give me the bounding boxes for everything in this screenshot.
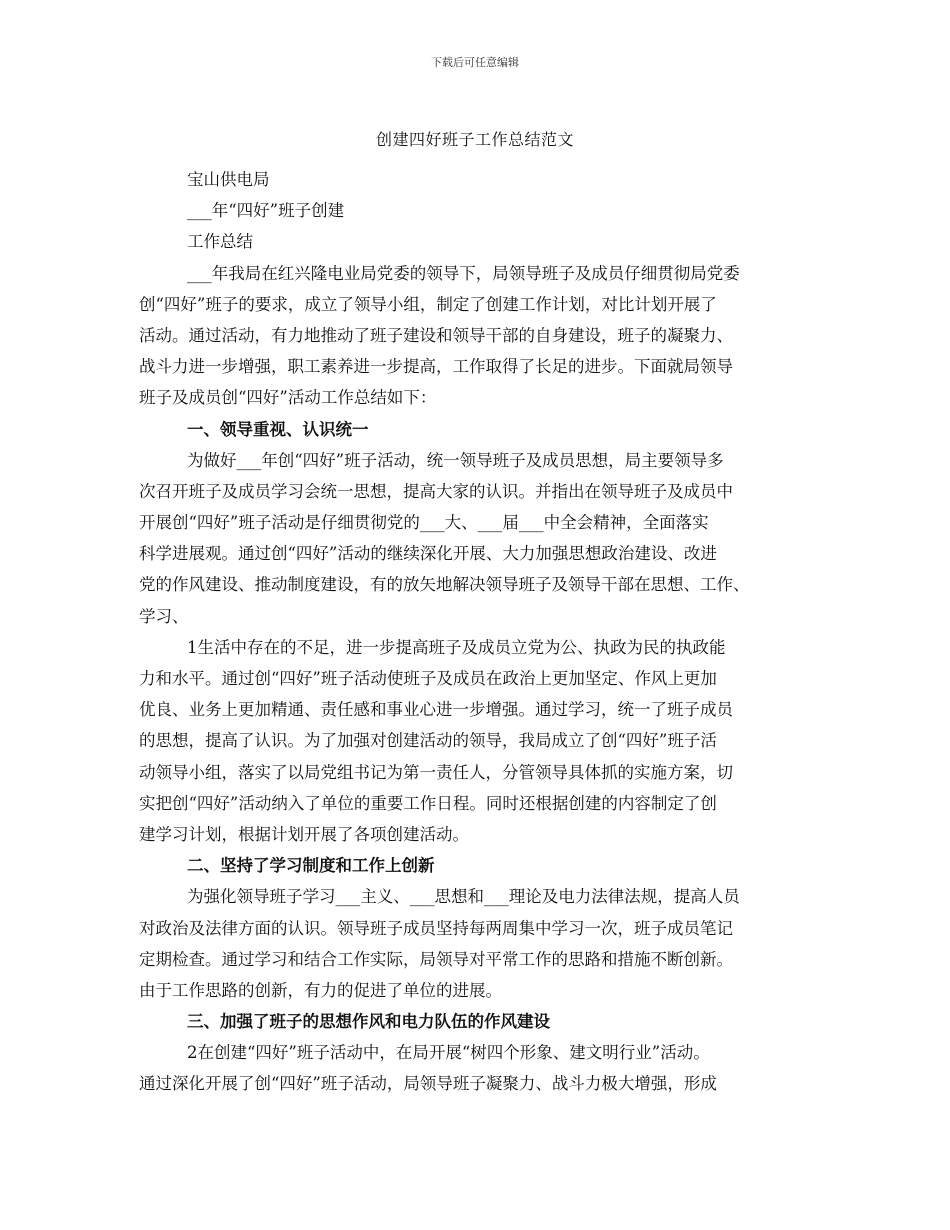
section-heading: 一、领导重视、认识统一: [187, 419, 369, 439]
body-text-line: 宝山供电局: [187, 170, 270, 189]
body-text-line: 工作总结: [187, 232, 253, 252]
body-text-line: 学习、: [139, 606, 189, 626]
body-text-line: 次召开班子及成员学习会统一思想，提高大家的认识。并指出在领导班子及成员中: [139, 481, 733, 501]
body-text-line: 开展创“四好”班子活动是仔细贯彻党的___大、___届___中全会精神，全面落实: [139, 513, 709, 533]
body-text-line: 定期检查。通过学习和结合工作实际，局领导对平常工作的思路和措施不断创新。: [139, 949, 733, 969]
body-text-line: 的思想，提高了认识。为了加强对创建活动的领导，我局成立了创“四好”班子活: [139, 731, 717, 751]
body-text-line: 战斗力进一步增强，职工素养进一步提高，工作取得了长足的进步。下面就局领导: [139, 357, 733, 377]
body-text-line: 活动。通过活动，有力地推动了班子建设和领导干部的自身建设，班子的凝聚力、: [139, 325, 733, 345]
body-text-line: 通过深化开展了创“四好”班子活动，局领导班子凝聚力、战斗力极大增强，形成: [139, 1074, 717, 1094]
body-text-line: 力和水平。通过创“四好”班子活动使班子及成员在政治上更加坚定、作风上更加: [139, 669, 717, 688]
body-text-line: 2在创建“四好”班子活动中，在局开展“树四个形象、建文明行业”活动。: [187, 1043, 710, 1063]
body-text-line: 为强化领导班子学习___主义、___思想和___理论及电力法律法规，提高人员: [187, 887, 740, 907]
body-text-line: 党的作风建设、推动制度建设，有的放矢地解决领导班子及领导干部在思想、工作、: [139, 575, 750, 595]
body-text-line: 科学进展观。通过创“四好”活动的继续深化开展、大力加强思想政治建设、改进: [139, 544, 717, 564]
body-text-line: ___年我局在红兴隆电业局党委的领导下，局领导班子及成员仔细贯彻局党委: [187, 263, 740, 283]
document-title: 创建四好班子工作总结范文: [375, 130, 574, 149]
body-text-line: 对政治及法律方面的认识。领导班子成员坚持每两周集中学习一次，班子成员笔记: [139, 918, 733, 938]
body-text-line: 为做好___年创“四好”班子活动，统一领导班子及成员思想，局主要领导多: [187, 450, 724, 470]
document-body: [139, 164, 824, 1100]
body-text-line: 优良、业务上更加精通、责任感和事业心进一步增强。通过学习，统一了班子成员: [139, 700, 733, 720]
body-text-line: 创“四好”班子的要求，成立了领导小组，制定了创建工作计划，对比计划开展了: [139, 294, 717, 314]
body-text-line: 动领导小组，落实了以局党组书记为第一责任人，分管领导具体抓的实施方案，切: [139, 762, 733, 782]
body-text-line: ___年“四好”班子创建: [187, 201, 345, 221]
section-heading: 二、坚持了学习制度和工作上创新: [187, 856, 435, 876]
body-text-line: 实把创“四好”活动纳入了单位的重要工作日程。同时还根据创建的内容制定了创: [139, 793, 717, 813]
body-text-line: 班子及成员创“四好”活动工作总结如下：: [139, 388, 437, 408]
section-heading: 三、加强了班子的思想作风和电力队伍的作风建设: [187, 1012, 550, 1032]
body-text-line: 1生活中存在的不足，进一步提高班子及成员立党为公、执政为民的执政能: [187, 637, 726, 657]
body-text-line: 建学习计划，根据计划开展了各项创建活动。: [139, 824, 469, 844]
header-note: 下载后可任意编辑: [431, 56, 519, 69]
body-text-line: 由于工作思路的创新，有力的促进了单位的进展。: [139, 980, 502, 1000]
